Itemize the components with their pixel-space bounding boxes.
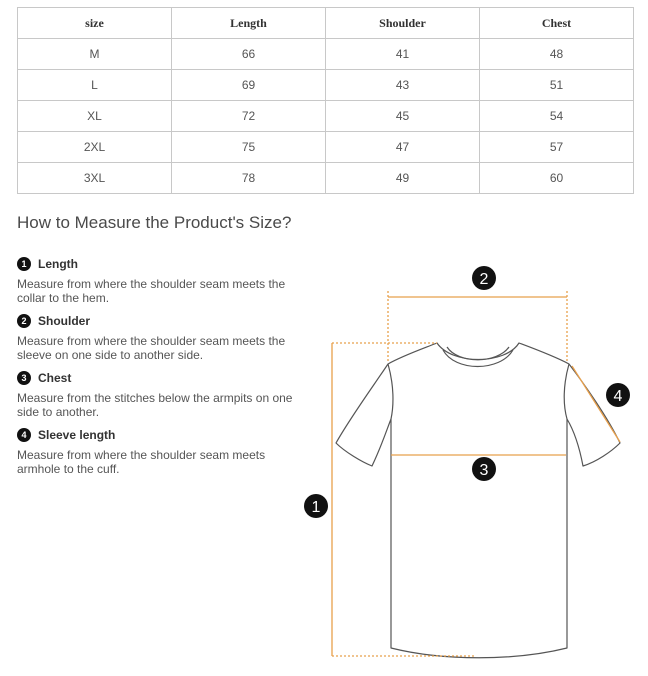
- cell-length: 75: [172, 132, 326, 163]
- cell-shoulder: 49: [326, 163, 480, 194]
- measure-title: Length: [38, 257, 78, 271]
- cell-shoulder: 45: [326, 101, 480, 132]
- measure-description: Measure from where the shoulder seam meets the sleeve on one side to another side.: [17, 334, 286, 362]
- marker-1: [304, 494, 328, 518]
- cell-size: 2XL: [18, 132, 172, 163]
- cell-length: 69: [172, 70, 326, 101]
- cell-size: 3XL: [18, 163, 172, 194]
- cell-chest: 60: [480, 163, 634, 194]
- cell-size: XL: [18, 101, 172, 132]
- cell-chest: 57: [480, 132, 634, 163]
- measure-guide-title: How to Measure the Product's Size?: [17, 213, 292, 232]
- header-length: Length: [172, 8, 326, 39]
- cell-shoulder: 41: [326, 39, 480, 70]
- tshirt-body: [336, 343, 620, 658]
- marker-4: [606, 383, 630, 407]
- left-armhole: [388, 364, 393, 419]
- cell-length: 72: [172, 101, 326, 132]
- cell-shoulder: 43: [326, 70, 480, 101]
- cell-chest: 51: [480, 70, 634, 101]
- cell-chest: 54: [480, 101, 634, 132]
- number-badge-1: 1: [17, 257, 31, 271]
- measure-title: Sleeve length: [38, 428, 116, 442]
- cell-size: M: [18, 39, 172, 70]
- cell-length: 78: [172, 163, 326, 194]
- cell-size: L: [18, 70, 172, 101]
- svg-text:3: 3: [479, 462, 489, 479]
- cell-chest: 48: [480, 39, 634, 70]
- marker-3: [472, 457, 496, 481]
- measure-description: Measure from where the shoulder seam meets armhole to the cuff.: [17, 448, 266, 476]
- svg-text:2: 2: [479, 271, 489, 288]
- number-badge-3: 3: [17, 371, 31, 385]
- header-size: size: [18, 8, 172, 39]
- svg-text:4: 4: [613, 388, 623, 405]
- measure-title: Chest: [38, 371, 72, 385]
- cell-shoulder: 47: [326, 132, 480, 163]
- measure-title: Shoulder: [38, 314, 91, 328]
- measure-description: Measure from the stitches below the armpits on one side to another.: [17, 391, 293, 419]
- number-badge-2: 2: [17, 314, 31, 328]
- measure-description: Measure from where the shoulder seam meets the collar to the hem.: [17, 277, 286, 305]
- svg-text:1: 1: [311, 499, 321, 516]
- tshirt-collar-rib: [447, 347, 509, 360]
- number-badge-4: 4: [17, 428, 31, 442]
- header-shoulder: Shoulder: [326, 8, 480, 39]
- cell-length: 66: [172, 39, 326, 70]
- marker-2: [472, 266, 496, 290]
- header-chest: Chest: [480, 8, 634, 39]
- right-armhole: [564, 364, 569, 419]
- tshirt-outline: [336, 343, 620, 658]
